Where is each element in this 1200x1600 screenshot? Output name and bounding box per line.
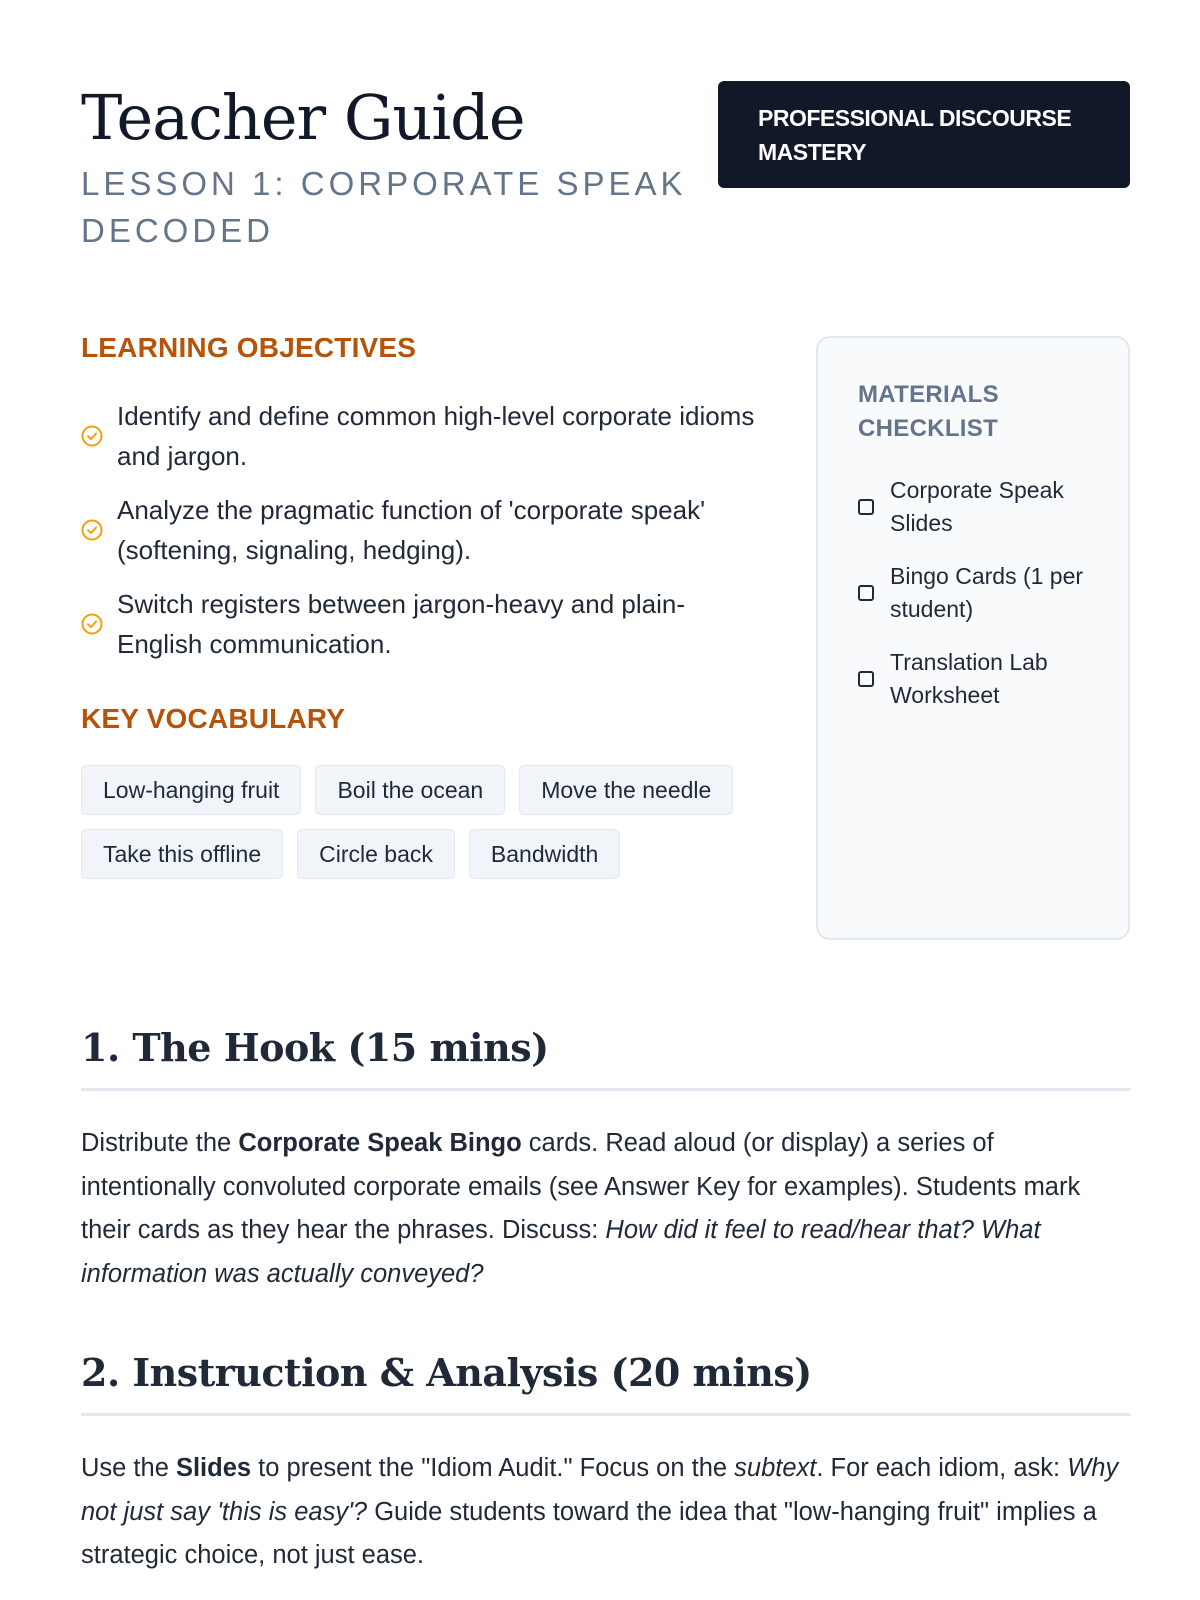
objective-item xyxy=(81,490,761,570)
vocab-tag: Boil the ocean xyxy=(315,765,505,815)
vocabulary-label: KEY VOCABULARY xyxy=(81,703,346,734)
objective-text: Analyze the pragmatic function of 'corporate speak' (softening, signaling, hedging). xyxy=(117,495,706,565)
body-text: to present the "Idiom Audit." Focus on the xyxy=(251,1454,735,1482)
section-body-instruction xyxy=(81,1447,1130,1578)
materials-checklist-card xyxy=(816,336,1130,940)
objectives-label: LEARNING OBJECTIVES xyxy=(81,332,417,363)
check-circle-icon xyxy=(81,425,103,447)
materials-item-label: Bingo Cards (1 per student) xyxy=(890,563,1084,622)
materials-item[interactable] xyxy=(858,560,1088,626)
materials-item-label: Corporate Speak Slides xyxy=(890,477,1064,536)
body-text: Use the xyxy=(81,1454,176,1482)
bold-term: Corporate Speak Bingo xyxy=(238,1129,522,1157)
italic-phrase: How did it feel to read/hear that? What information was actually conveyed? xyxy=(81,1216,1041,1288)
section-heading-instruction: 2. Instruction & Analysis (20 mins) xyxy=(81,1350,1130,1416)
page-title: Teacher Guide xyxy=(81,81,525,154)
body-text: Guide students toward the idea that "low-hanging fruit" implies a strategic choice, not just ease. xyxy=(81,1497,1097,1569)
body-text: . For each idiom, ask: xyxy=(816,1454,1068,1482)
vocabulary-tags xyxy=(81,765,761,879)
section-body-hook xyxy=(81,1122,1130,1296)
course-badge: PROFESSIONAL DISCOURSE MASTERY xyxy=(718,81,1130,188)
materials-title: MATERIALS CHECKLIST xyxy=(858,381,999,442)
materials-item[interactable] xyxy=(858,474,1088,540)
checkbox[interactable] xyxy=(858,585,874,601)
objectives-list xyxy=(81,396,761,678)
vocab-tag: Low-hanging fruit xyxy=(81,765,301,815)
objective-item xyxy=(81,584,761,664)
vocab-tag: Circle back xyxy=(297,829,455,879)
objective-text: Switch registers between jargon-heavy and plain-English communication. xyxy=(117,589,685,659)
objective-item xyxy=(81,396,761,476)
check-circle-icon xyxy=(81,613,103,635)
check-circle-icon xyxy=(81,519,103,541)
lesson-subtitle: LESSON 1: CORPORATE SPEAK DECODED xyxy=(81,165,687,249)
body-text: Distribute the xyxy=(81,1129,239,1157)
vocab-tag: Bandwidth xyxy=(469,829,620,879)
vocab-tag: Take this offline xyxy=(81,829,283,879)
italic-phrase: subtext xyxy=(734,1454,817,1482)
materials-item-label: Translation Lab Worksheet xyxy=(890,649,1048,708)
body-text: cards. Read aloud (or display) a series of intentionally convoluted corporate emails (see Answer Key for examples). Students mark their cards as they hear the phrases. Discuss: xyxy=(81,1129,1081,1244)
checkbox[interactable] xyxy=(858,671,874,687)
italic-phrase: Why not just say 'this is easy'? xyxy=(81,1454,1119,1526)
bold-term: Slides xyxy=(175,1454,252,1482)
checkbox[interactable] xyxy=(858,499,874,515)
teacher-guide-page xyxy=(81,0,1130,1600)
section-heading-hook: 1. The Hook (15 mins) xyxy=(81,1025,1130,1091)
vocab-tag: Move the needle xyxy=(519,765,733,815)
objective-text: Identify and define common high-level corporate idioms and jargon. xyxy=(117,401,755,471)
materials-item[interactable] xyxy=(858,646,1088,712)
